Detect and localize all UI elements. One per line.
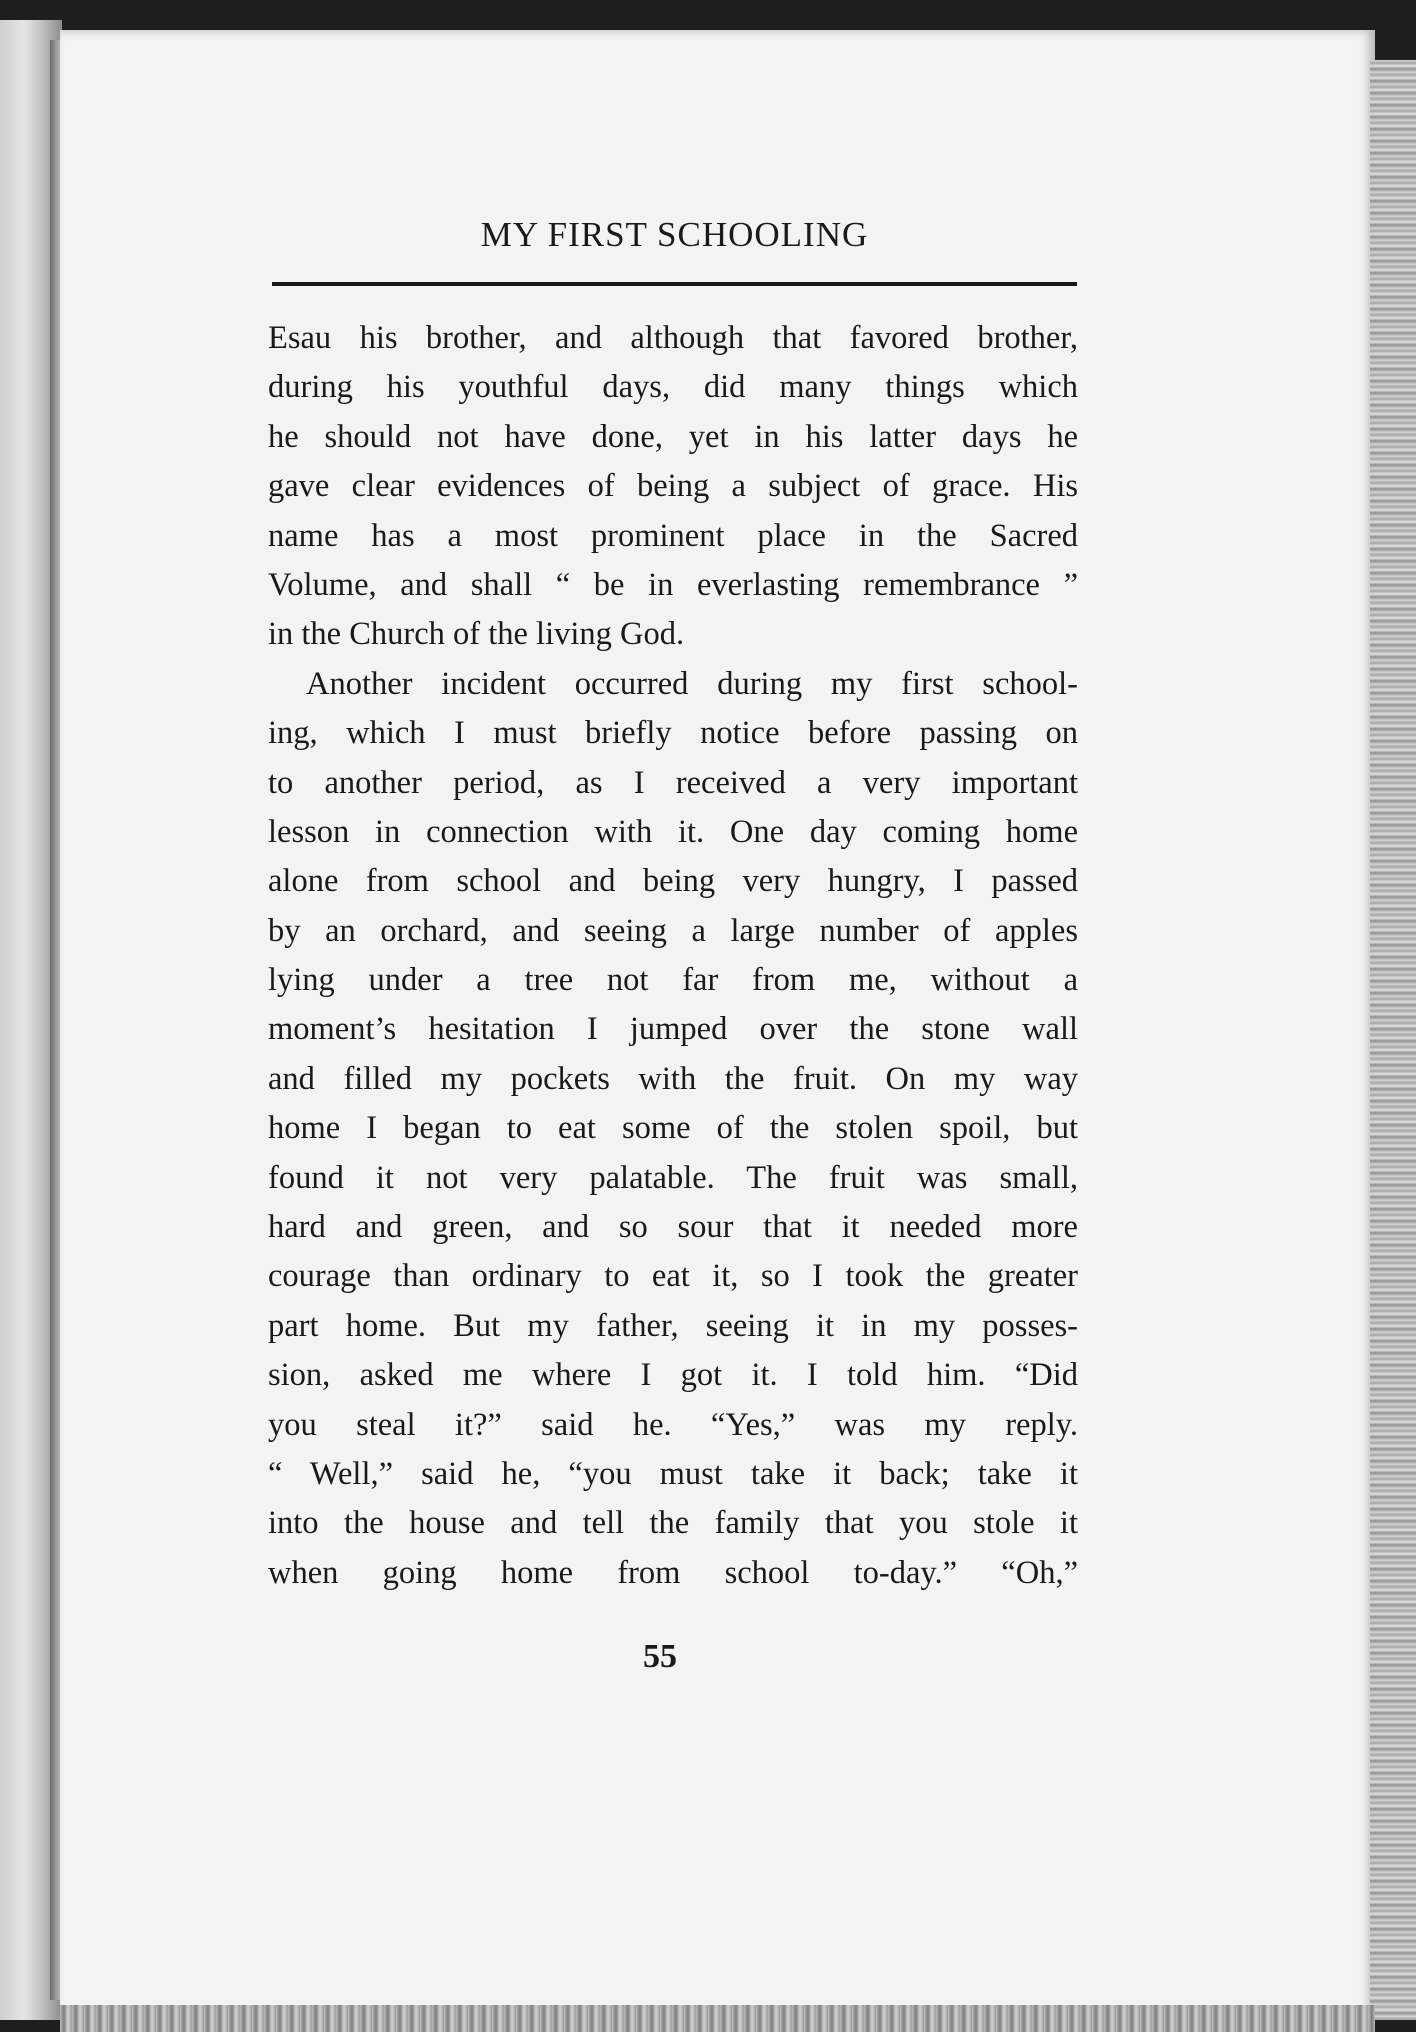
text-line: into the house and tell the family that you stole it: [268, 1505, 1078, 1542]
header-rule: [272, 282, 1077, 286]
text-line: gave clear evidences of being a subject of grace. His: [268, 468, 1078, 505]
text-line: part home. But my father, seeing it in my posses-: [268, 1307, 1078, 1344]
text-line: hard and green, and so sour that it needed more: [268, 1209, 1078, 1246]
text-line: during his youthful days, did many things which: [268, 369, 1078, 406]
text-line: lesson in connection with it. One day coming home: [268, 813, 1078, 850]
text-line: name has a most prominent place in the Sacred: [268, 517, 1078, 554]
text-line: when going home from school to-day.” “Oh,”: [268, 1554, 1078, 1591]
text-line: you steal it?” said he. “Yes,” was my reply.: [268, 1406, 1078, 1443]
text-line: and filled my pockets with the fruit. On my way: [268, 1060, 1078, 1097]
text-line: in the Church of the living God.: [268, 616, 685, 653]
text-line: courage than ordinary to eat it, so I took the greater: [268, 1258, 1078, 1295]
text-line: Volume, and shall “ be in everlasting remembrance ”: [268, 566, 1078, 603]
text-line: by an orchard, and seeing a large number of apples: [268, 912, 1078, 949]
text-line: moment’s hesitation I jumped over the stone wall: [268, 1011, 1078, 1048]
text-line: he should not have done, yet in his latter days he: [268, 418, 1078, 455]
text-line: home I began to eat some of the stolen spoil, but: [268, 1110, 1078, 1147]
text-line: to another period, as I received a very important: [268, 764, 1078, 801]
text-line: found it not very palatable. The fruit was small,: [268, 1159, 1078, 1196]
text-line: Another incident occurred during my first school-: [306, 665, 1078, 702]
page-edge-right: [1370, 60, 1416, 2020]
page-number: 55: [643, 1638, 677, 1675]
text-line: ing, which I must briefly notice before passing on: [268, 715, 1078, 752]
text-line: alone from school and being very hungry, I passed: [268, 863, 1078, 900]
text-line: “ Well,” said he, “you must take it back; take it: [268, 1455, 1078, 1492]
text-line: sion, asked me where I got it. I told him. “Did: [268, 1357, 1078, 1394]
body-text: [268, 314, 1078, 1598]
text-line: Esau his brother, and although that favored brother,: [268, 320, 1078, 356]
page-edge-bottom: [60, 2005, 1375, 2032]
running-title: MY FIRST SCHOOLING: [480, 215, 869, 254]
text-line: lying under a tree not far from me, without a: [268, 962, 1078, 999]
